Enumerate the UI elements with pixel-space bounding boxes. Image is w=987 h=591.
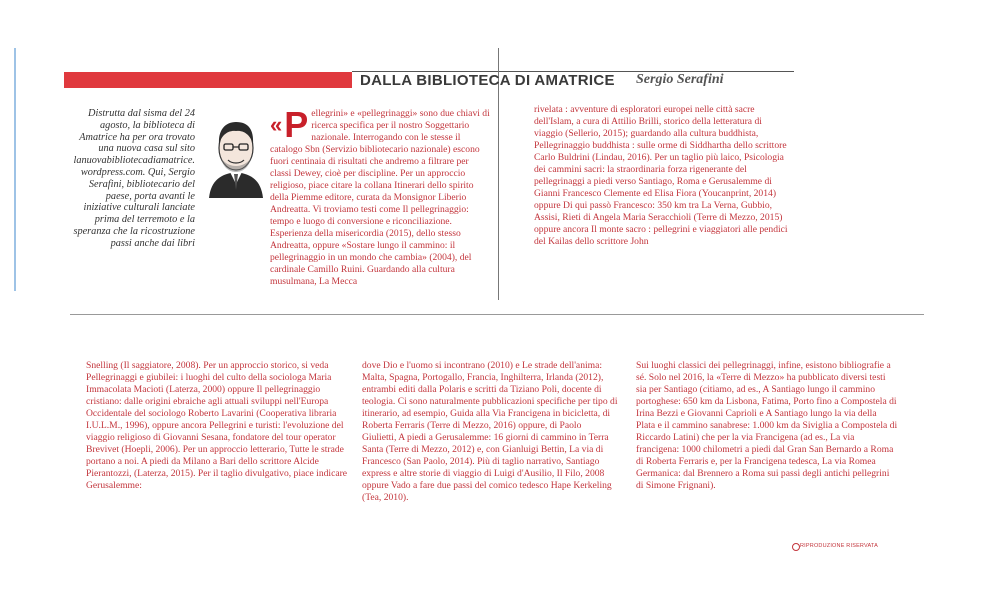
article-column-1 <box>270 104 492 288</box>
intro-text: Distrutta dal sisma del 24 agosto, la biblioteca di Amatrice ha per ora trovato una nuova casa sul sito lanuovabibliotecadiamatrice. wordpress.com. Qui, Sergio Serafini, bibliotecario del paese, porta avanti le iniziative culturali lanciate prima del terremoto e la speranza che la ricostruzione passi anche dai libri <box>73 108 195 249</box>
copyright-icon <box>792 543 800 551</box>
author-name: Sergio Serafini <box>636 72 724 87</box>
article-column-2: rivelata : avventure di esploratori europei nelle città sacre dell'Islam, a cura di Attilio Brilli, storico della letteratura di viaggio (Sellerio, 2015); guardando alla cultura buddhista, Pellegrinaggio buddhista : sulle orme di Siddhartha dello scrittore Carlo Buldrini (Lindau, 2016). Per un taglio più laico, Psicologia dei cammini sacri: la straordinaria forza rigenerante del pellegrinaggi a piedi verso Santiago, Roma e Gerusalemme di Gianni Francesco Clemente ed Elisa Fiora (Youcanprint, 2014) oppure Di qui passò Francesco: 350 km tra La Verna, Gubbio, Assisi, Rieti di Angela Maria Seracchioli (Terre di Mezzo, 2015) oppure ancora Il monte sacro : pellegrini e viaggiatori alle pendici del Kailas dello scrittore John <box>534 104 788 247</box>
article-column-5: Sui luoghi classici dei pellegrinaggi, infine, esistono bibliografie a sé. Solo nel 2016, la «Terre di Mezzo» ha pubblicato diversi testi sia per Santiago (citiamo, ad es., A Santiago lungo il cammino portoghese: 650 km da Lisbona, Fatima, Porto fino a Compostela di Irina Bezzi e Giovanni Caprioli e A Santiago lungo la via della Plata e il cammino sanabrese: 1.000 km da Siviglia a Compostela di Riccardo Latini) che per la via Francigena (ad es., La via francigena: 1000 chilometri a piedi dal Gran San Bernardo a Roma di Roberta Ferraris e, per la Francigena tedesca, La via Romea Germanica: dal Brennero a Roma sui passi degli antichi pellegrini di Simone Frignani). <box>636 360 898 491</box>
open-quote-mark: « <box>270 112 283 137</box>
section-divider <box>70 314 924 315</box>
left-margin-rule <box>14 48 16 291</box>
header-red-bar <box>64 72 352 88</box>
copyright-notice: RIPRODUZIONE RISERVATA <box>800 543 878 549</box>
page-title: DALLA BIBLIOTECA DI AMATRICE <box>360 72 615 89</box>
article-column-4: dove Dio e l'uomo si incontrano (2010) e Le strade dell'anima: Malta, Spagna, Portogallo, Francia, Inghilterra, Irlanda (2012), entrambi editi dalla Polaris e scritti da Tiziano Poli, docente di teologia. Ci sono naturalmente pubblicazioni specifiche per tipo di itinerario, ad esempio, Guida alla Via Francigena in bicicletta, di Roberta Ferraris (Terre di Mezzo, 2016) oppure, di Paolo Giulietti, A piedi a Gerusalemme: 16 giorni di cammino in Terra Santa (Terre di Mezzo, 2012) e, con Gianluigi Bettin, La via di Francesco (San Paolo, 2014). Più di taglio narrativo, Santiago express e altre storie di viaggio di Luigi d'Ausilio, Il Filo, 2008 oppure Vado a fare due passi del comico tedesco Hape Kerkeling (Tea, 2010). <box>362 360 618 503</box>
portrait-illustration-icon <box>203 114 269 198</box>
drop-cap: P <box>284 104 309 145</box>
article-column-3: Snelling (Il saggiatore, 2008). Per un approccio storico, si veda Pellegrinaggi e giubilei: i luoghi del culto della sociologa Maria Immacolata Macioti (Laterza, 2000) oppure Il pellegrinaggio cristiano: dalle origini ebraiche agli attuali sviluppi nell'Europa Occidentale del sociologo Roberto Lavarini (Cooperativa libraria I.U.L.M., 1996), oppure ancora Pellegrini e turisti: l'evoluzione del viaggio religioso di Giovanni Sesana, fondatore del tour operator Brevivet (Hoepli, 2006). Per un approccio letterario, Tutte le strade portano a noi. A piedi da Milano a Bari dello scrittore Alcide Pierantozzi, (Laterza, 2015). Per il taglio divulgativo, piace indicare Gerusalemme: <box>86 360 348 491</box>
article-column-1-text: ellegrini» e «pellegrinaggi» sono due chiavi di ricerca specifica per il nostro Soggettario nazionale. Interrogando con le stesse il catalogo Sbn (Servizio bibliotecario nazionale) escono fuori centinaia di risultati che andremo a filtrare per classi Dewey, cioè per discipline. Per un approccio religioso, piace citare la collana Itinerari dello spirito della Piemme editore, curata da Monsignor Liberio Andreatta. Vi troviamo testi come Il pellegrinaggio: tempo e luogo di conversione e riconciliazione. Esperienza della misericordia (2015), dello stesso Andreatta, oppure «Sostare lungo il cammino: il pellegrinaggio in un mondo che cambia» (2004), del cardinale Camillo Ruini. Guardando alla cultura musulmana, La Mecca <box>270 108 490 287</box>
